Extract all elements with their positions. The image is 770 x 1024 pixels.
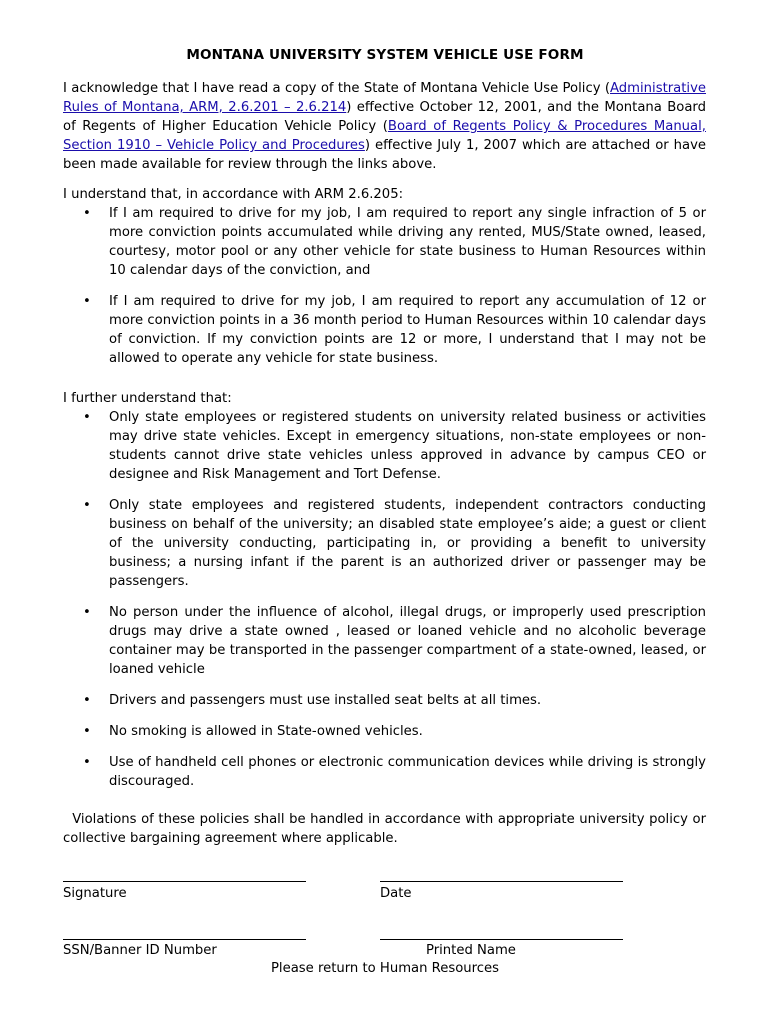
intro-text-2: ) effective October 12, 2001, and the Montana Board of Regents of Higher Education Vehicle Policy ( (63, 100, 706, 134)
list-item: • Only state employees or registered students on university related business or activities may drive state vehicles. Except in emergency situations, non-state employees or non-students cannot drive state vehicles unless approved in advance by campus CEO or designee and Risk Management and Tort Defense. (83, 410, 706, 482)
intro-text-3: ) effective July 1, 2007 which are attached or have been made available for review through the links above. (63, 138, 706, 172)
arm-bullet-list (63, 204, 706, 368)
acknowledgement-paragraph (63, 79, 706, 174)
list-item: • No person under the influence of alcohol, illegal drugs, or improperly used prescription drugs may drive a state owned , leased or loaned vehicle and no alcoholic beverage container may be transported in the passenger compartment of a state-owned, leased, or loaned vehicle (83, 605, 706, 677)
printed-name-line[interactable] (380, 939, 623, 940)
ssn-line[interactable] (63, 939, 306, 940)
further-section-lead: I further understand that: (63, 391, 232, 406)
date-label: Date (380, 886, 412, 901)
date-line[interactable] (380, 881, 623, 882)
list-item: • Use of handheld cell phones or electronic communication devices while driving is strongly discouraged. (83, 755, 706, 789)
bullet-icon: • (83, 605, 91, 620)
return-instructions: Please return to Human Resources (270, 961, 500, 976)
list-item: • If I am required to drive for my job, I am required to report any accumulation of 12 or more conviction points in a 36 month period to Human Resources within 10 calendar days of conviction. If my conviction points are 12 or more, I understand that I may not be allowed to operate any vehicle for state business. (83, 294, 706, 366)
policy-bullet-list (63, 408, 706, 791)
arm-section (63, 185, 706, 368)
signature-label: Signature (63, 886, 127, 901)
arm-policy-link[interactable]: Administrative Rules of Montana, ARM, 2.6.201 – 2.6.214 (63, 81, 706, 115)
list-item: • No smoking is allowed in State-owned vehicles. (83, 724, 423, 739)
bullet-icon: • (83, 755, 91, 770)
list-item: • Only state employees and registered students, independent contractors conducting business on behalf of the university; an disabled state employee’s aide; a guest or client of the university conducting, participating in, or providing a benefit to university business; a nursing infant if the parent is an authorized driver or passenger may be passengers. (83, 498, 706, 589)
bullet-icon: • (83, 498, 91, 513)
form-title: MONTANA UNIVERSITY SYSTEM VEHICLE USE FORM (186, 47, 584, 63)
bullet-icon: • (83, 724, 91, 739)
printed-name-label: Printed Name (426, 943, 516, 958)
intro-text-1: I acknowledge that I have read a copy of the State of Montana Vehicle Use Policy ( (63, 81, 610, 96)
further-understanding-section (63, 389, 706, 791)
signature-line[interactable] (63, 881, 306, 882)
bullet-icon: • (83, 206, 91, 221)
bullet-icon: • (83, 294, 91, 309)
list-item: • Drivers and passengers must use installed seat belts at all times. (83, 693, 542, 708)
bullet-icon: • (83, 693, 91, 708)
regents-policy-link[interactable]: Board of Regents Policy & Procedures Manual, Section 1910 – Vehicle Policy and Procedures (63, 119, 706, 153)
violations-paragraph: Violations of these policies shall be handled in accordance with appropriate university policy or collective bargaining agreement where applicable. (63, 812, 711, 846)
ssn-label: SSN/Banner ID Number (63, 943, 217, 958)
bullet-icon: • (83, 410, 91, 425)
list-item: • If I am required to drive for my job, I am required to report any single infraction of 5 or more conviction points accumulated while driving any rented, MUS/State owned, leased, courtesy, motor pool or any other vehicle for state business to Human Resources within 10 calendar days of the conviction, and (83, 206, 706, 278)
arm-section-lead: I understand that, in accordance with ARM 2.6.205: (63, 187, 404, 202)
